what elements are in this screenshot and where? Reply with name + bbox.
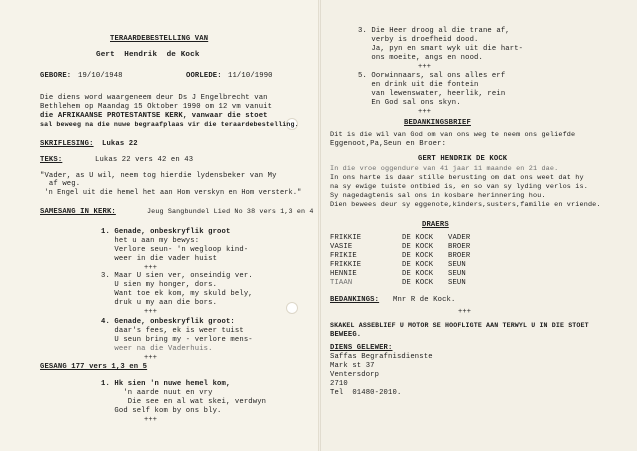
bearer-last: DE KOCK: [402, 243, 434, 251]
deceased-name: Gert Hendrik de Kock: [96, 51, 200, 59]
verse-line: het u aan my bewys:: [101, 237, 200, 245]
undertaker-line: Ventersdorp: [330, 371, 380, 379]
bearer-relation: SEUN: [448, 261, 466, 269]
bearer-first: TIAAN: [330, 279, 353, 287]
verse-line: 'n aarde nuut en vry: [101, 389, 213, 397]
song-label: SAMESANG IN KERK:: [40, 208, 116, 216]
notice-line: Eggenoot,Pa,Seun en Broer:: [330, 140, 447, 148]
verse-line: U sien my honger, dors.: [101, 281, 218, 289]
deceased-name-right: GERT HENDRIK DE KOCK: [418, 155, 508, 163]
verse-line: 3. Maar U sien ver, onseindig ver.: [101, 272, 253, 280]
remarks-label: BEDANKINGS:: [330, 296, 380, 304]
verse-line: weer na die Vaderhuis.: [101, 345, 213, 353]
bearer-first: FRIKKIE: [330, 261, 362, 269]
verse-line: Want toe ek kom, my skuld bely,: [101, 290, 253, 298]
separator: +++: [144, 416, 158, 424]
gesang-label: GESANG 177 vers 1,3 en 5: [40, 363, 148, 371]
reading-label: SKRIFLESING:: [40, 140, 94, 148]
verse-line: 4. Genade, onbeskryflik groot:: [101, 318, 235, 326]
bearer-last: DE KOCK: [402, 279, 434, 287]
bearer-last: DE KOCK: [402, 261, 434, 269]
notice-line: Dit is die wil van God om van ons weg te neem ons geliefde: [330, 131, 576, 139]
verse-line: 5. Oorwinnaars, sal ons alles erf: [358, 72, 506, 80]
verse-line: God self kom by ons bly.: [101, 407, 222, 415]
verse-line: En God sal ons skyn.: [358, 99, 461, 107]
separator: +++: [418, 108, 432, 116]
closing-line: SKAKEL ASSEBLIEF U MOTOR SE HOOFLIGTE AAN TERWYL U IN DIE STOET: [330, 322, 589, 329]
bearer-last: DE KOCK: [402, 252, 434, 260]
verse-line: U seun bring my - verlore mens-: [101, 336, 253, 344]
bearer-first: FRIKKIE: [330, 234, 362, 242]
service-line: die AFRIKAANSE PROTESTANTSE KERK, vanwaar die stoet: [40, 112, 268, 120]
punch-hole-bottom: [286, 302, 298, 314]
undertaker-label: DIENS GELEWER:: [330, 344, 393, 352]
text-ref: Lukas 22 vers 42 en 43: [95, 156, 194, 164]
program-title: TERAARDEBESTELLING VAN: [110, 35, 209, 43]
service-line: Die diens word waargeneem deur Ds J Engelbrecht van: [40, 94, 268, 102]
bearer-relation: SEUN: [448, 270, 466, 278]
verse-line: 1. Genade, onbeskryflik groot: [101, 228, 231, 236]
text-line: af weg.: [40, 180, 81, 188]
bearer-first: HENNIE: [330, 270, 357, 278]
verse-line: Ja, pyn en smart wyk uit die hart-: [358, 45, 524, 53]
verse-line: daar's fees, ek is weer tuist: [101, 327, 244, 335]
undertaker-line: 2710: [330, 380, 348, 388]
text-line: "Vader, as U wil, neem tog hierdie lydensbeker van My: [40, 172, 277, 180]
text-line: 'n Engel uit die hemel het aan Hom verskyn en Hom versterk.": [40, 189, 302, 197]
right-page: [320, 0, 637, 451]
verse-line: druk u my aan die bors.: [101, 299, 218, 307]
born-date: 19/10/1948: [78, 72, 123, 80]
verse-line: 1. Hk sien 'n nuwe hemel kom,: [101, 380, 231, 388]
verse-line: Die see en al wat skei, verdwyn: [101, 398, 267, 406]
verse-line: ons moeite, angs en nood.: [358, 54, 483, 62]
bearer-last: DE KOCK: [402, 234, 434, 242]
reading-ref: Lukas 22: [102, 140, 138, 148]
died-date: 11/10/1990: [228, 72, 273, 80]
notice-label: BEDANKINGSBRIEF: [404, 119, 471, 127]
separator: +++: [458, 308, 472, 316]
verse-line: weer in die vader huist: [101, 255, 218, 263]
verse-line: 3. Die Heer droog al die trane af,: [358, 27, 510, 35]
undertaker-line: Tel 01480-2010.: [330, 389, 402, 397]
page-fold: [318, 0, 321, 451]
born-label: GEBORE:: [40, 72, 72, 80]
remarks-value: Mnr R de Kock.: [393, 296, 456, 304]
bearer-last: DE KOCK: [402, 270, 434, 278]
tribute-line: Sy nagedagtenis sal ons in kosbare herinnering hou.: [330, 192, 546, 200]
separator: +++: [144, 354, 158, 362]
died-label: OORLEDE:: [186, 72, 222, 80]
song-ref: Jeug Sangbundel Lied No 38 vers 1,3 en 4: [147, 208, 314, 216]
tribute-line: na sy ewige tuiste ontbied is, en so van sy lyding verlos is.: [330, 183, 588, 191]
bearers-label: DRAERS: [422, 221, 449, 229]
separator: +++: [418, 63, 432, 71]
service-line: sal beweeg na die nuwe begraafplaas vir die teraardebestelling.: [40, 121, 299, 128]
undertaker-line: Mark st 37: [330, 362, 375, 370]
tribute-line: Dien bewees deur sy eggenote,kinders,susters,familie en vriende.: [330, 201, 601, 209]
bearer-relation: BROER: [448, 252, 471, 260]
service-line: Bethlehem op Maandag 15 Oktober 1990 om 12 vm vanuit: [40, 103, 273, 111]
closing-line: BEWEEG.: [330, 331, 362, 339]
verse-line: en drink uit die fontein: [358, 81, 479, 89]
bearer-first: VASIE: [330, 243, 353, 251]
bearer-first: FRIKIE: [330, 252, 357, 260]
undertaker-line: Saffas Begrafnisdienste: [330, 353, 433, 361]
bearer-relation: SEUN: [448, 279, 466, 287]
separator: +++: [144, 264, 158, 272]
separator: +++: [144, 308, 158, 316]
bearer-relation: VADER: [448, 234, 471, 242]
tribute-line: In ons harte is daar stille berusting om dat ons weet dat hy: [330, 174, 584, 182]
verse-line: verby is droefheid dood.: [358, 36, 479, 44]
verse-line: Verlore seun- 'n wegloop kind-: [101, 246, 249, 254]
tribute-line: In die vroe oggendure van 41 jaar 11 maande en 21 dae.: [330, 165, 559, 173]
verse-line: van lewenswater, heerlik, rein: [358, 90, 506, 98]
text-label: TEKS:: [40, 156, 63, 164]
bearer-relation: BROER: [448, 243, 471, 251]
